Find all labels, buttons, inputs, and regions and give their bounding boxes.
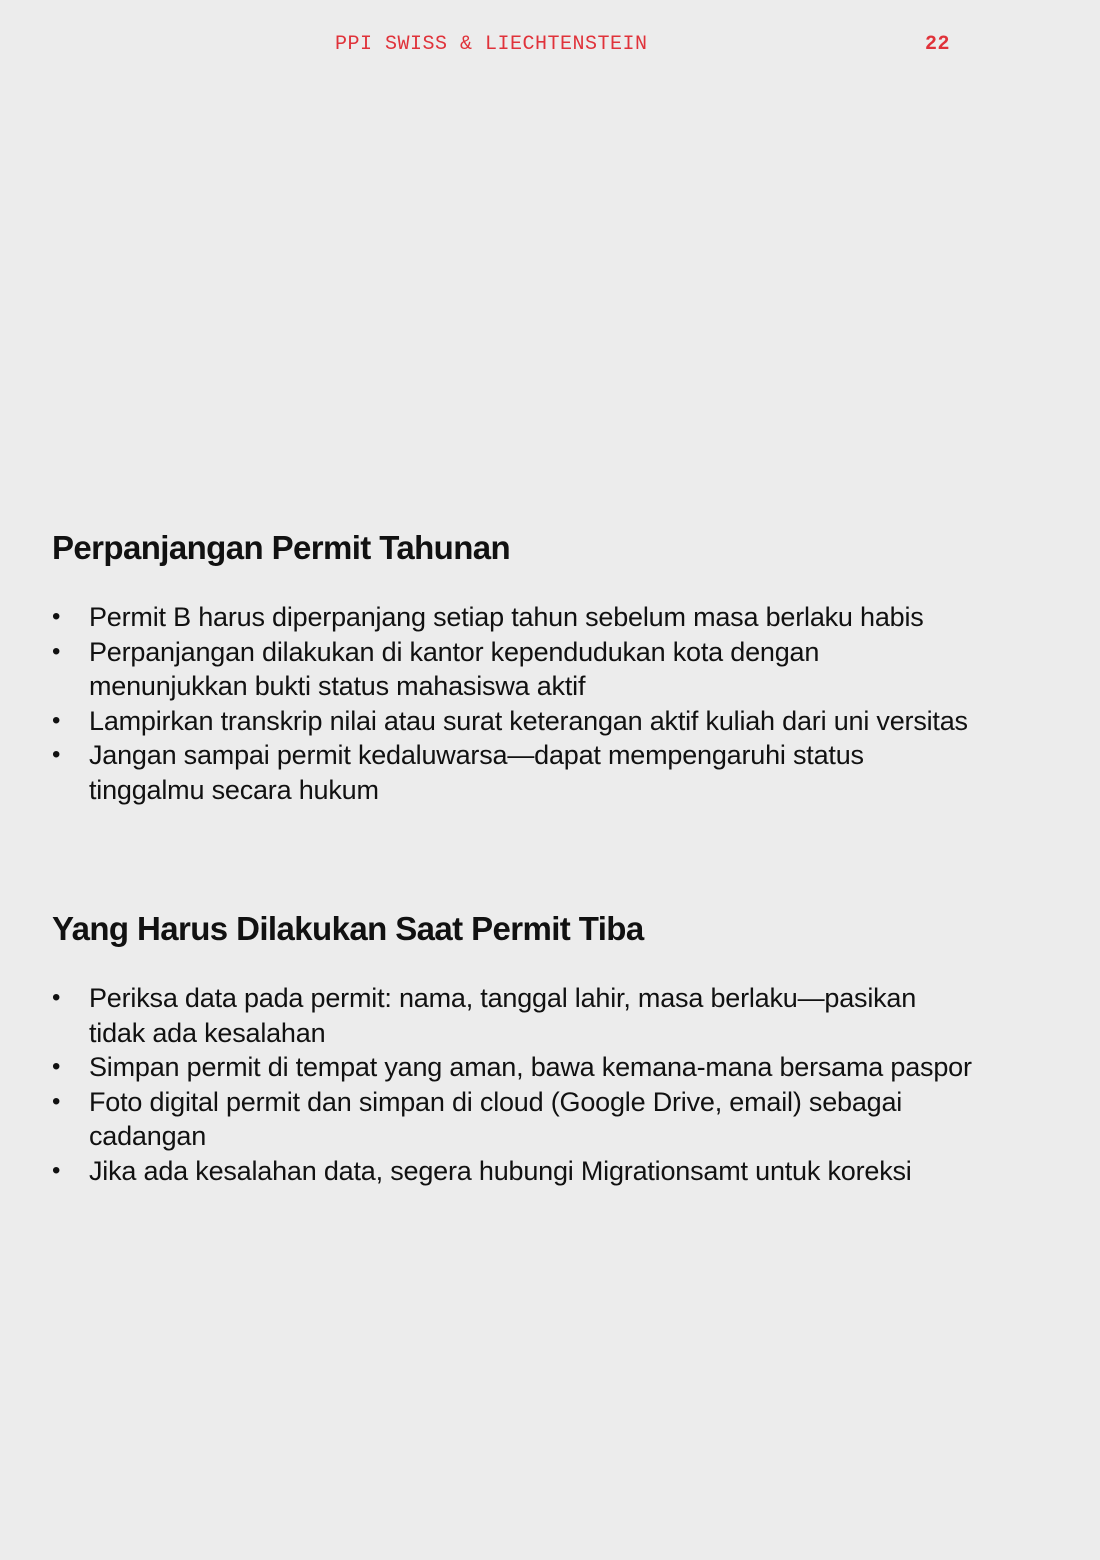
header-title: PPI SWISS & LIECHTENSTEIN [335, 33, 648, 56]
list-item-text: Perpanjangan dilakukan di kantor kependudukan kota dengan menunjukkan bukti status mahasiswa aktif [89, 636, 820, 701]
list-item-text: Jangan sampai permit kedaluwarsa—dapat mempengaruhi status tinggalmu secara hukum [89, 740, 864, 805]
list-item-text: Periksa data pada permit: nama, tanggal lahir, masa berlaku—pasikan tidak ada kesalahan [89, 983, 917, 1048]
bullet-icon: • [52, 741, 61, 768]
bullet-list [52, 600, 972, 807]
bullet-icon: • [52, 603, 61, 630]
list-item [52, 738, 972, 807]
running-header [0, 33, 1100, 59]
list-item [52, 1085, 972, 1154]
bullet-icon: • [52, 1156, 61, 1184]
bullet-icon: • [52, 1087, 61, 1115]
list-item-text: Lampirkan transkrip nilai atau surat keterangan aktif kuliah dari uni versitas [89, 705, 968, 736]
page-number: 22 [925, 33, 951, 56]
list-item-text: Permit B harus diperpanjang setiap tahun sebelum masa berlaku habis [89, 602, 924, 632]
bullet-icon: • [52, 984, 61, 1011]
list-item [52, 981, 972, 1050]
list-item-text: Simpan permit di tempat yang aman, bawa kemana-mana bersama paspor [89, 1052, 972, 1082]
list-item [52, 1154, 972, 1189]
section-permit-arrival [52, 909, 972, 1188]
bullet-list [52, 981, 972, 1188]
bullet-icon: • [52, 706, 61, 734]
bullet-icon: • [52, 1053, 61, 1080]
list-item-text: Jika ada kesalahan data, segera hubungi Migrationsamt untuk koreksi [89, 1155, 912, 1186]
section-heading: Perpanjangan Permit Tahunan [52, 529, 511, 566]
list-item [52, 1050, 972, 1085]
section-permit-renewal [52, 528, 972, 807]
section-heading: Yang Harus Dilakukan Saat Permit Tiba [52, 910, 644, 947]
list-item-text: Foto digital permit dan simpan di cloud (Google Drive, email) sebagai cadangan [89, 1086, 903, 1151]
bullet-icon: • [52, 637, 61, 665]
list-item [52, 600, 972, 635]
list-item [52, 704, 972, 739]
list-item [52, 635, 972, 704]
